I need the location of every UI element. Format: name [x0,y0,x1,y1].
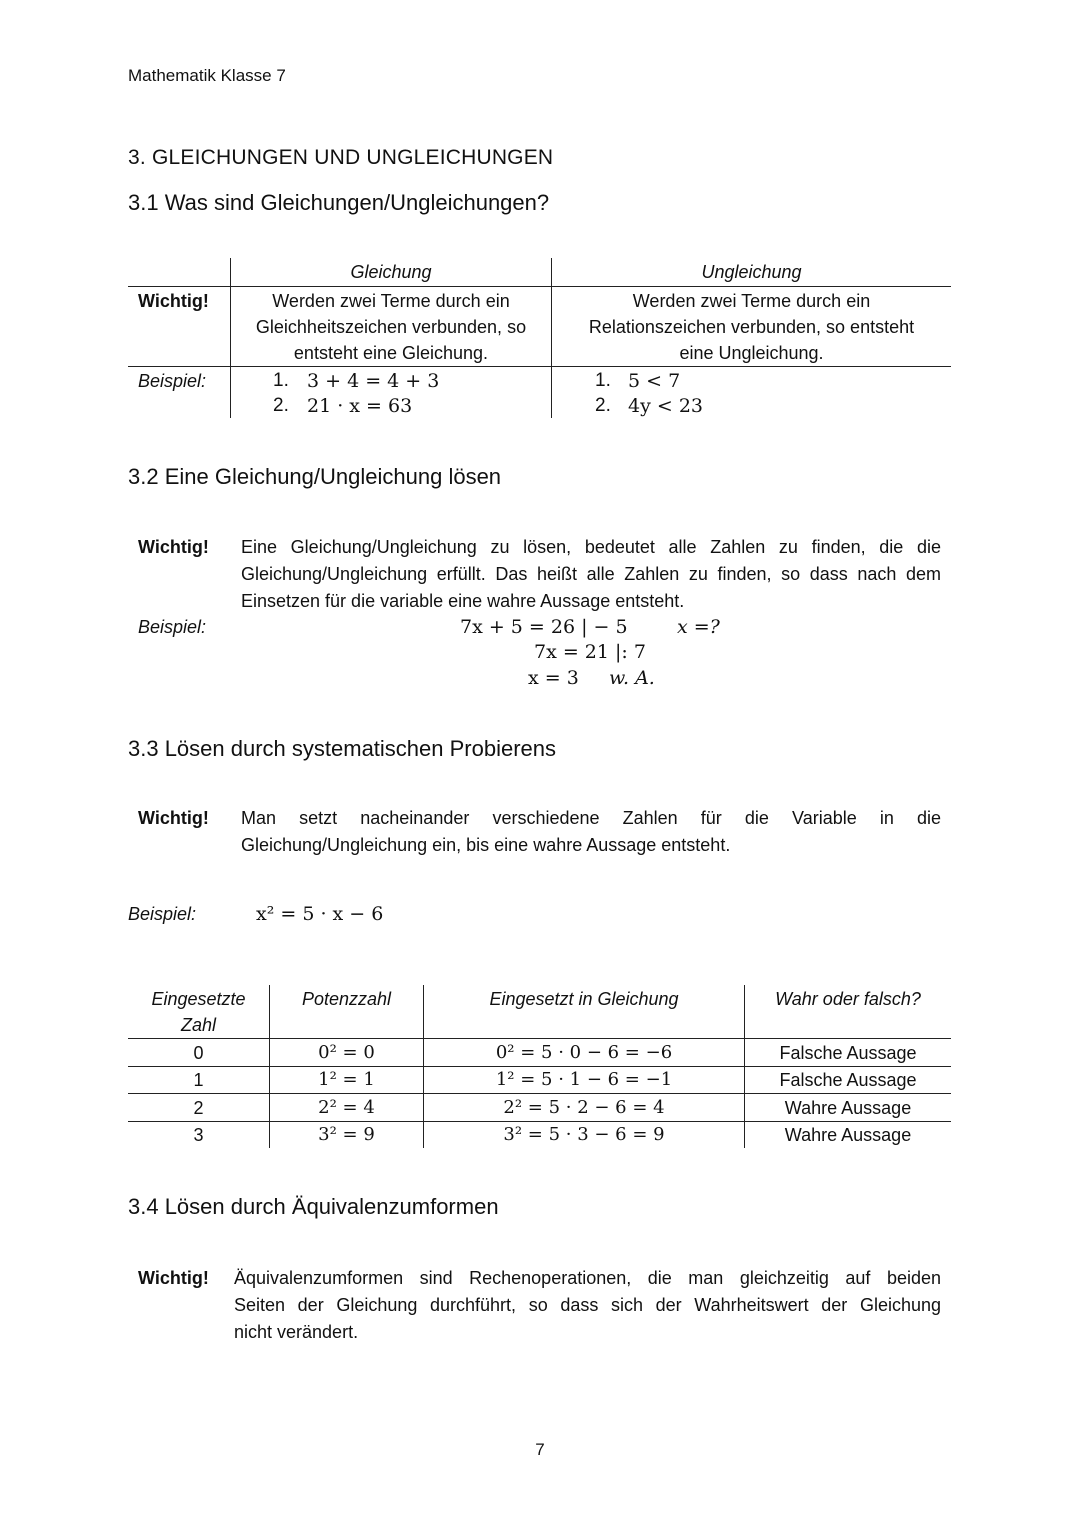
header-line: Zahl [180,1015,216,1035]
cell-potenz: 2² = 4 [318,1097,375,1118]
section-3-3-text [241,805,941,859]
equation-step-3: x = 3 [528,667,579,689]
example-equation: x² = 5 · x − 6 [256,903,384,925]
text-line: Äquivalenzumformen sind Rechenoperationen, die man gleichzeitig auf beiden [234,1268,941,1288]
cell-aussage: Falsche Aussage [779,1043,917,1063]
example-number: 2. [273,395,289,416]
cell-potenz: 1² = 1 [318,1069,375,1090]
label-wichtig: Wichtig! [138,291,209,311]
table-divider [128,1093,951,1094]
header-eingesetzt: Eingesetzt in Gleichung [489,989,679,1009]
text-line: Seiten der Gleichung durchführt, so dass sich der Wahrheitswert der Gleichung [234,1295,941,1315]
text-line: Einsetzen für die variable eine wahre Aussage entsteht. [241,591,685,611]
section-3-4-title: 3.4 Lösen durch Äquivalenzumformen [128,1194,499,1219]
example-expression: 3 + 4 = 4 + 3 [307,370,440,392]
text-line: Gleichung/Ungleichung erfüllt. Das heißt alle Zahlen zu finden, so dass nach dem [241,564,941,584]
equation-question: x =? [677,616,720,638]
cell-aussage: Wahre Aussage [784,1098,912,1118]
section-3-3-title: 3.3 Lösen durch systematischen Probierens [128,736,557,761]
section-3-2-title: 3.2 Eine Gleichung/Ungleichung lösen [128,464,502,489]
header-potenzzahl: Potenzzahl [301,989,392,1009]
gleichung-definition [231,288,551,366]
label-beispiel: Beispiel: [138,371,207,391]
label-beispiel: Beispiel: [138,617,207,637]
definition-line: eine Ungleichung. [679,343,824,363]
section-3-1-title: 3.1 Was sind Gleichungen/Ungleichungen? [128,190,550,215]
cell-zahl: 1 [193,1070,204,1090]
section-3-2-text [241,534,941,615]
table-divider [128,1038,951,1039]
cell-eingesetzt: 2² = 5 · 2 − 6 = 4 [503,1097,665,1118]
definition-line: entsteht eine Gleichung. [293,343,489,363]
example-expression: 4y < 23 [628,395,703,417]
label-wichtig: Wichtig! [138,1268,209,1288]
cell-eingesetzt: 1² = 5 · 1 − 6 = −1 [495,1069,673,1090]
example-number: 1. [595,370,611,391]
cell-zahl: 2 [193,1098,204,1118]
page-header: Mathematik Klasse 7 [128,66,286,85]
section-3-4-text [234,1265,941,1346]
table-divider [128,366,951,367]
cell-potenz: 0² = 0 [318,1042,375,1063]
cell-potenz: 3² = 9 [318,1124,375,1145]
definition-line: Gleichheitszeichen verbunden, so [255,317,527,337]
header-wahr-falsch: Wahr oder falsch? [775,989,921,1009]
text-line: Gleichung/Ungleichung ein, bis eine wahre Aussage entsteht. [241,835,731,855]
example-number: 1. [273,370,289,391]
cell-eingesetzt: 3² = 5 · 3 − 6 = 9 [503,1124,665,1145]
example-number: 2. [595,395,611,416]
cell-zahl: 3 [193,1125,204,1145]
cell-aussage: Wahre Aussage [784,1125,912,1145]
equation-step-1: 7x + 5 = 26 | − 5 [460,616,628,638]
ungleichung-definition [552,288,951,366]
header-ungleichung: Ungleichung [701,262,802,282]
cell-eingesetzt: 0² = 5 · 0 − 6 = −6 [495,1042,673,1063]
example-expression: 5 < 7 [628,370,681,392]
label-beispiel: Beispiel: [128,904,197,924]
definition-line: Werden zwei Terme durch ein [632,291,871,311]
example-expression: 21 · x = 63 [307,395,413,417]
definition-line: Relationszeichen verbunden, so entsteht [588,317,915,337]
text-line: Man setzt nacheinander verschiedene Zahlen für die Variable in die [241,808,941,828]
table-divider [128,286,951,287]
header-eingesetzte-zahl [128,986,269,1038]
equation-step-2: 7x = 21 |: 7 [534,641,646,663]
chapter-title: 3. GLEICHUNGEN UND UNGLEICHUNGEN [128,146,554,169]
page-number: 7 [535,1440,545,1459]
header-line: Eingesetzte [151,989,246,1009]
label-wichtig: Wichtig! [138,537,209,557]
cell-zahl: 0 [193,1043,204,1063]
cell-aussage: Falsche Aussage [779,1070,917,1090]
text-line: nicht verändert. [234,1322,359,1342]
definition-line: Werden zwei Terme durch ein [272,291,510,311]
equation-note: w. A. [609,667,655,689]
label-wichtig: Wichtig! [138,808,209,828]
text-line: Eine Gleichung/Ungleichung zu lösen, bedeutet alle Zahlen zu finden, die die [241,537,941,557]
header-gleichung: Gleichung [350,262,432,282]
